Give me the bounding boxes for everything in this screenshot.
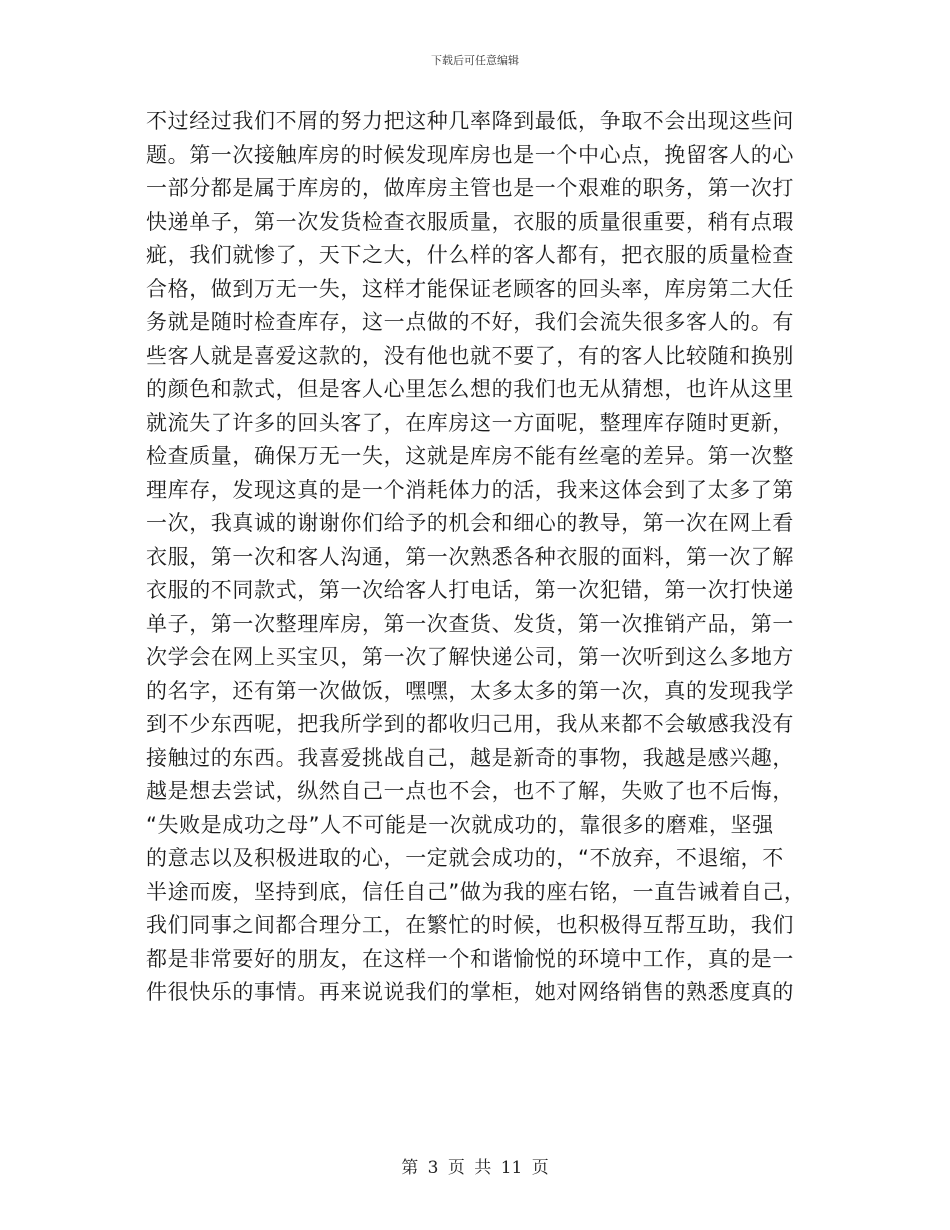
text-line: “失败是成功之母”人不可能是一次就成功的，靠很多的磨难，坚强 bbox=[146, 812, 774, 837]
text-line: 就流失了许多的回头客了，在库房这一方面呢，整理库存随时更新， bbox=[146, 410, 794, 435]
page-number: 第 3 页 共 11 页 bbox=[401, 1158, 549, 1178]
body-text bbox=[146, 105, 806, 1010]
text-line: 件很快乐的事情。再来说说我们的掌柜，她对网络销售的熟悉度真的 bbox=[146, 980, 794, 1004]
text-line: 到不少东西呢，把我所学到的都收归己用，我从来都不会敏感我没有 bbox=[146, 712, 794, 736]
text-line: 些客人就是喜爱这款的，没有他也就不要了，有的客人比较随和换别 bbox=[146, 343, 794, 368]
text-line: 一部分都是属于库房的，做库房主管也是一个艰难的职务，第一次打 bbox=[146, 176, 794, 200]
text-line: 都是非常要好的朋友，在这样一个和谐愉悦的环境中工作，真的是一 bbox=[146, 946, 794, 971]
text-line: 衣服的不同款式，第一次给客人打电话，第一次犯错，第一次打快递 bbox=[146, 578, 794, 602]
text-line: 的名字，还有第一次做饭，嘿嘿，太多太多的第一次，真的发现我学 bbox=[146, 678, 794, 703]
text-line: 疵，我们就惨了，天下之大，什么样的客人都有，把衣服的质量检查 bbox=[146, 243, 794, 267]
text-line: 次学会在网上买宝贝，第一次了解快递公司，第一次听到这么多地方 bbox=[146, 645, 794, 669]
text-line: 不过经过我们不屑的努力把这种几率降到最低，争取不会出现这些问 bbox=[146, 109, 794, 133]
text-line: 一次，我真诚的谢谢你们给予的机会和细心的教导，第一次在网上看 bbox=[146, 511, 794, 535]
text-line: 合格，做到万无一失，这样才能保证老顾客的回头率，库房第二大任 bbox=[146, 276, 794, 301]
text-line: 接触过的东西。我喜爱挑战自己，越是新奇的事物，我越是感兴趣， bbox=[146, 745, 794, 770]
text-line: 理库存，发现这真的是一个消耗体力的活，我来这体会到了太多了第 bbox=[146, 477, 794, 502]
text-line: 务就是随时检查库存，这一点做的不好，我们会流失很多客人的。有 bbox=[146, 310, 794, 334]
text-line: 题。第一次接触库房的时候发现库房也是一个中心点，挽留客人的心 bbox=[146, 142, 794, 167]
page-header-note: 下载后可任意编辑 bbox=[431, 54, 519, 67]
text-line: 的颜色和款式，但是客人心里怎么想的我们也无从猜想，也许从这里 bbox=[146, 377, 794, 401]
text-line: 的意志以及积极进取的心，一定就会成功的，“不放弃，不退缩，不 bbox=[146, 846, 784, 870]
text-line: 衣服，第一次和客人沟通，第一次熟悉各种衣服的面料，第一次了解 bbox=[146, 544, 794, 569]
text-line: 单子，第一次整理库房，第一次查货、发货，第一次推销产品，第一 bbox=[146, 611, 794, 636]
text-line: 越是想去尝试，纵然自己一点也不会，也不了解，失败了也不后悔， bbox=[146, 779, 794, 803]
text-line: 快递单子，第一次发货检查衣服质量，衣服的质量很重要，稍有点瑕 bbox=[146, 209, 794, 234]
text-line: 半途而废，坚持到底，信任自己”做为我的座右铭，一直告诫着自己， bbox=[146, 879, 806, 904]
text-line: 检查质量，确保万无一失，这就是库房不能有丝毫的差异。第一次整 bbox=[146, 444, 794, 468]
text-line: 我们同事之间都合理分工，在繁忙的时候，也积极得互帮互助，我们 bbox=[146, 913, 794, 937]
